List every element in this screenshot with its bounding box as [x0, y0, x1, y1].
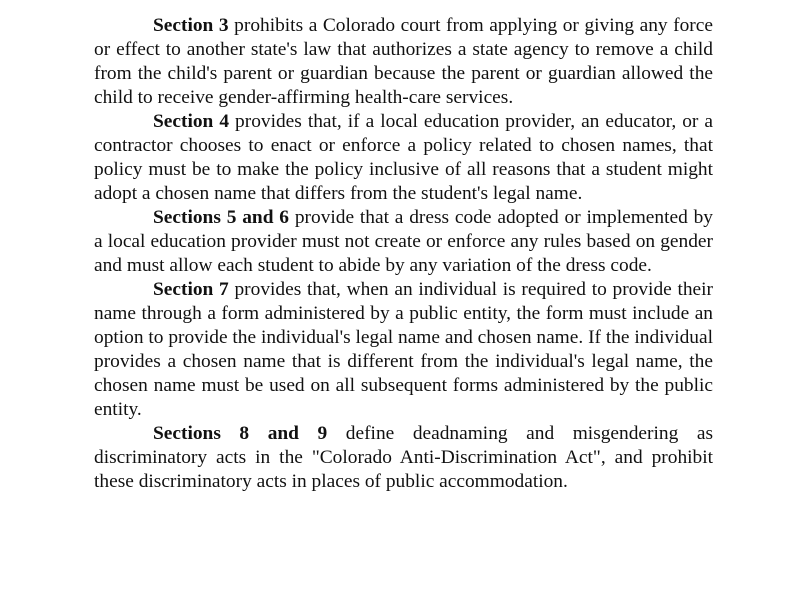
paragraph-section-4 [94, 110, 713, 206]
section-heading: Section 3 [153, 15, 229, 36]
document-body [94, 14, 713, 494]
paragraph-text: provides that, when an individual is required to provide their name through a form administered by a public entity, the form must include an option to provide the individual's legal name and chosen name. If the individual provides a chosen name that is different from the individual's legal name, the chosen name must be used on all subsequent forms administered by the public entity. [94, 279, 713, 420]
paragraph-text: provides that, if a local education provider, an educator, or a contractor chooses to enact or enforce a policy related to chosen names, that policy must be to make the policy inclusive of all reasons that a student might adopt a chosen name that differs from the student's legal name. [94, 111, 713, 204]
paragraph-section-7 [94, 278, 713, 422]
paragraph-section-3 [94, 14, 713, 110]
paragraph-text: provide that a dress code adopted or implemented by a local education provider must not create or enforce any rules based on gender and must allow each student to abide by any variation of the dress code. [94, 207, 713, 276]
section-heading: Sections 5 and 6 [153, 207, 290, 228]
paragraph-text: prohibits a Colorado court from applying or giving any force or effect to another state's law that authorizes a state agency to remove a child from the child's parent or guardian because the parent or guardian allowed the child to receive gender-affirming health-care services. [94, 15, 713, 108]
paragraph-text: define deadnaming and misgendering as discriminatory acts in the "Colorado Anti-Discrimination Act", and prohibit these discriminatory acts in places of public accommodation. [94, 423, 713, 492]
section-heading: Section 4 [153, 111, 230, 132]
paragraph-sections-5-6 [94, 206, 713, 278]
paragraph-sections-8-9 [94, 422, 713, 494]
section-heading: Sections 8 and 9 [153, 423, 328, 444]
section-heading: Section 7 [153, 279, 229, 300]
